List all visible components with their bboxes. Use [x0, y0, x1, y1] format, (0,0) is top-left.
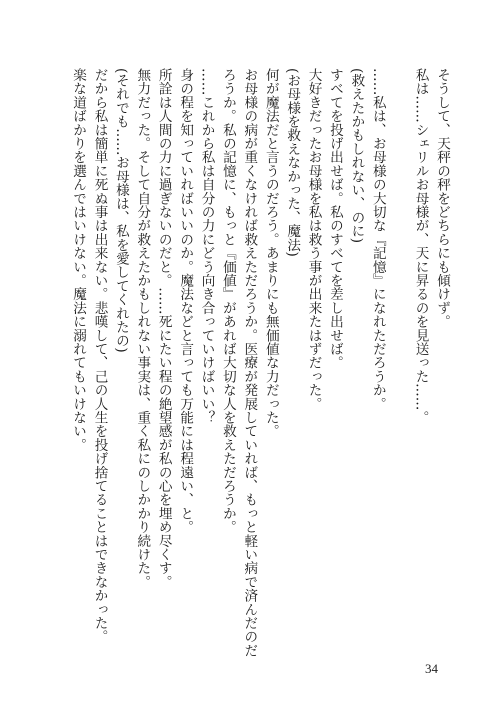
text-line: そうして、天秤の秤をどちらにも傾けず。	[434, 68, 450, 329]
page-number: 34	[425, 661, 438, 676]
text-line: ……これから私は自分の力にどう向き合っていけばいい？	[198, 68, 215, 425]
text-line: だから私は簡単に死ぬ事は出来ない。悲嘆して、己の人生を投げ捨てることはできなかった。	[91, 68, 108, 644]
text-line: ……私は、お母様の大切な『記憶』になれただろうか。	[369, 68, 386, 411]
text-line: 所詮は人間の力に過ぎないのだと。……死にたい程の絶望感が私の心を埋め尽くす。	[155, 68, 172, 589]
text-line: (それでも……お母様は、私を愛してくれたの)	[112, 68, 129, 353]
vertical-text-body	[70, 68, 452, 658]
blank-line	[388, 68, 409, 628]
text-line: (お母様を救えなかった、魔法)	[284, 68, 301, 257]
text-line: すべてを投げ出せば。私のすべてを差し出せば。	[326, 68, 343, 370]
text-line: 何が魔法だと言うのだろう。あまりにも無価値な力だった。	[262, 68, 279, 438]
text-line: 大好きだったお母様を私は救う事が出来たはずだった。	[305, 68, 322, 411]
text-line: 無力だった。そして自分が救えたかもしれない事実は、重く私にのしかかり続けた。	[134, 68, 151, 589]
text-line: 楽な道ばかりを選んではいけない。魔法に溺れてもいけない。	[70, 68, 87, 452]
text-line: ろうか。私の記憶に、もっと『価値』があれば大切な人を救えただろうか。	[219, 68, 236, 534]
text-line: お母様の病が重くなければ救えただろうか。医療が発展していれば、もっと軽い病で済んだのだ	[241, 68, 258, 658]
text-line: 私は……シェリルお母様が、天に昇るのを見送った……。	[412, 68, 429, 425]
text-line: (救えたかもしれない、のに)	[348, 68, 365, 244]
text-line: 身の程を知っていればいいのか。魔法などと言っても万能には程遠い、と。	[177, 68, 194, 534]
